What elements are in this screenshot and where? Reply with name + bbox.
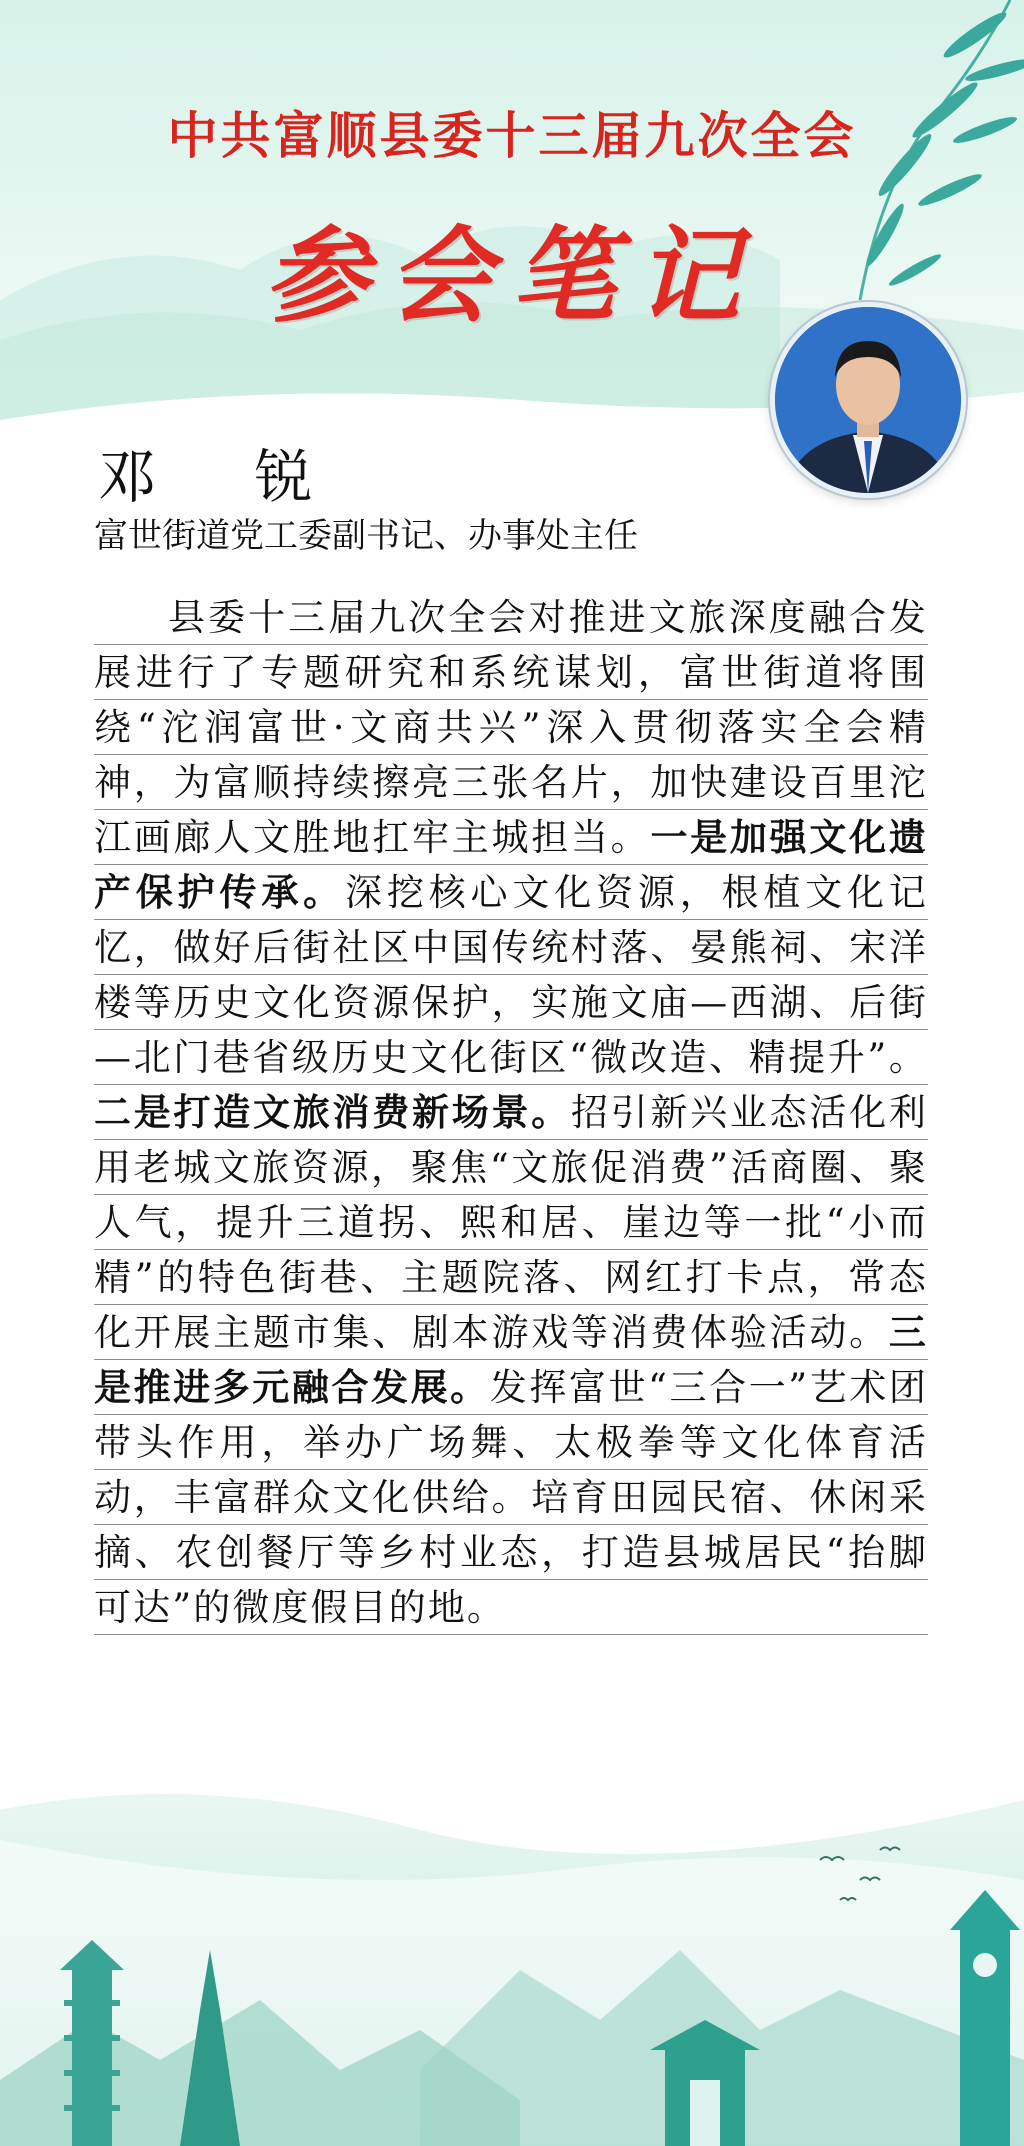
landmark-skyline-icon [0, 1770, 1024, 2146]
person-name: 邓 锐 [98, 443, 353, 511]
point-three-text: 发挥富世“三合一”艺术团带头作用，举办广场舞、太极拳等文化体育活动，丰富群众文化供给。培育田园民宿、休闲采摘、农创餐厅等乡村业态，打造县城居民“抬脚可达”的微度假目的地。 [94, 1366, 929, 1629]
article-body [94, 590, 928, 1635]
notes-title: 参会笔记 [263, 214, 760, 337]
person-position: 富世街道党工委副书记、办事处主任 [94, 516, 638, 556]
point-one-text: 深挖核心文化资源，根植文化记忆，做好后街社区中国传统村落、晏熊祠、宋洋楼等历史文化资源保护，实施文庙—西湖、后街—北门巷省级历史文化街区“微改造、精提升”。 [94, 871, 928, 1079]
point-one-heading: 一是加强文化遗产保护传承。 [94, 815, 929, 914]
point-three-heading: 三是推进多元融合发展。 [94, 1310, 928, 1409]
footer-landscape [0, 1770, 1024, 2146]
person-portrait-icon [775, 307, 961, 493]
avatar [770, 302, 966, 498]
point-two-heading: 二是打造文旅消费新场景。 [94, 1090, 571, 1134]
point-two-text: 招引新兴业态活化利用老城文旅资源，聚焦“文旅促消费”活商圈、聚人气，提升三道拐、熙和居、崖边等一批“小而精”的特色街巷、主题院落、网红打卡点，常态化开展主题市集、剧本游戏等消费体验活动。 [94, 1091, 928, 1354]
clock-tower-icon [950, 1890, 1020, 2146]
intro-text: 县委十三届九次全会对推进文旅深度融合发展进行了专题研究和系统谋划，富世街道将围绕“沱润富世·文商共兴”深入贯彻落实全会精神，为富顺持续擦亮三张名片，加快建设百里沱江画廊人文胜地扛牢主城担当。 [94, 596, 928, 859]
article-paragraph [94, 590, 928, 1635]
meeting-title: 中共富顺县委十三届九次全会 [167, 106, 857, 165]
